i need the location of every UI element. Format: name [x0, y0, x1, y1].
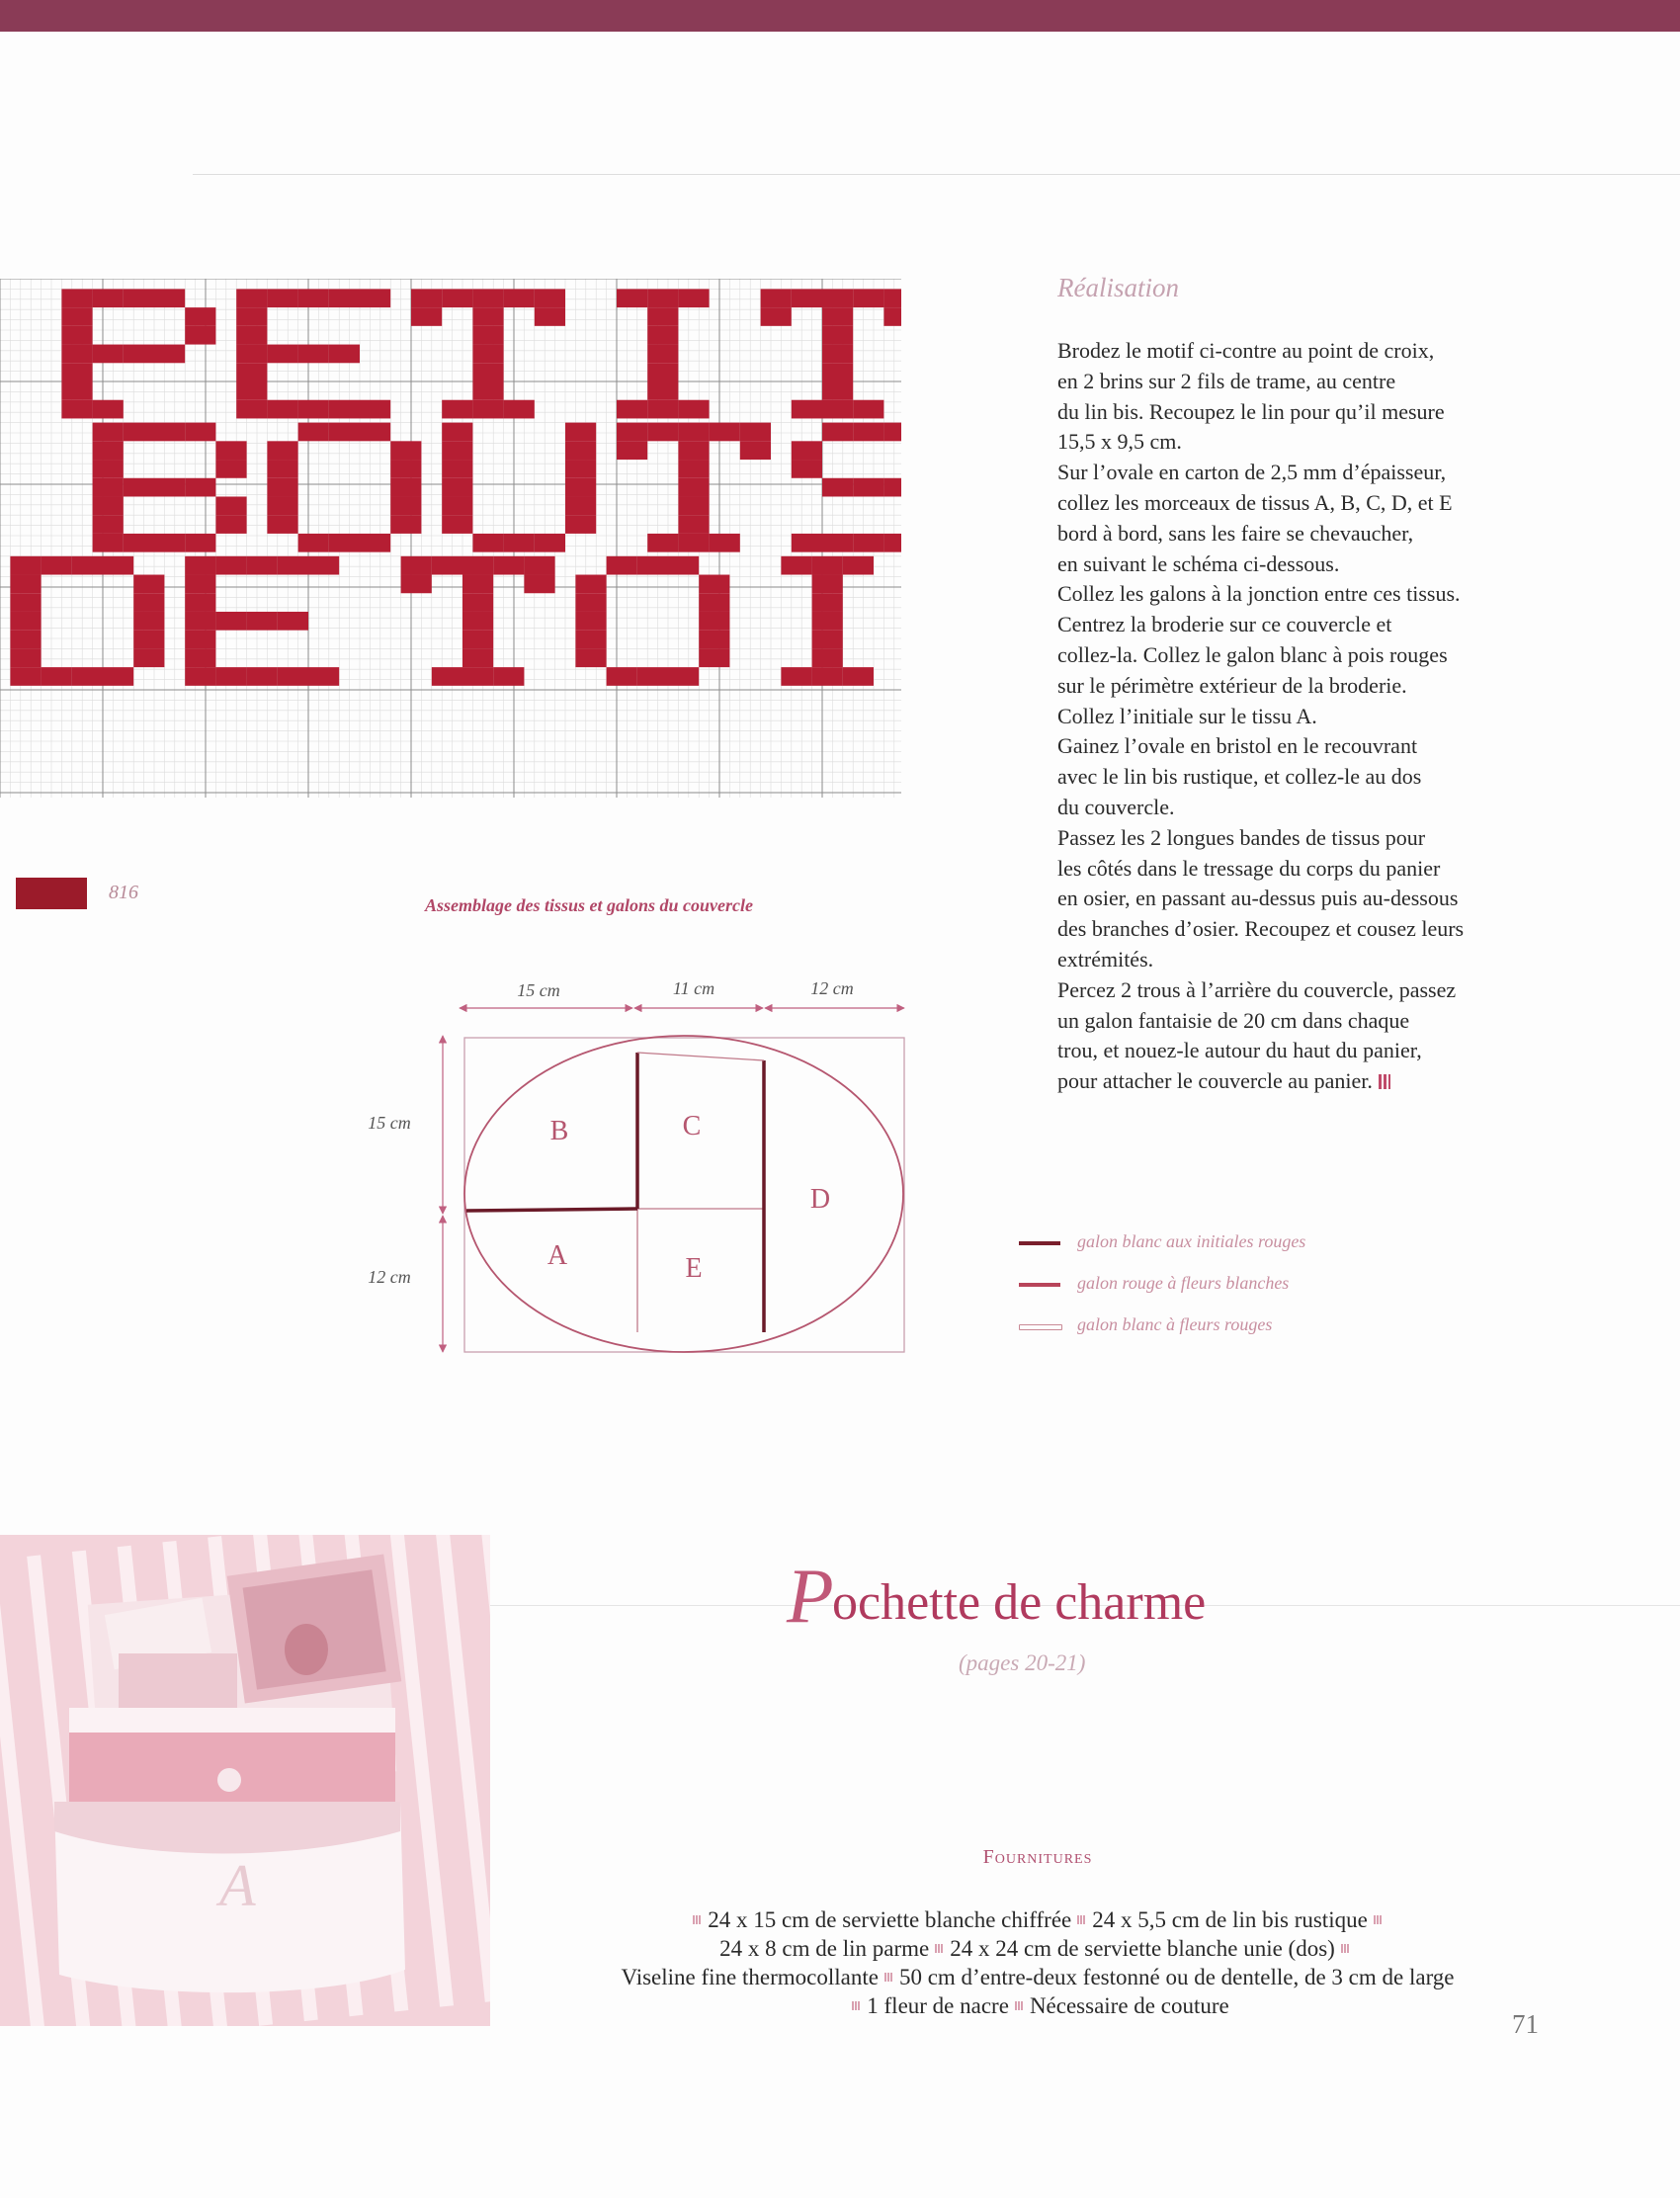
realisation-line: avec le lin bis rustique, et collez-le au dos [1057, 764, 1422, 790]
piece-label-e: E [685, 1253, 703, 1284]
pochette-title-rest: ochette de charme [832, 1574, 1207, 1631]
separator-mark [1077, 1915, 1086, 1924]
pochette-title [785, 1553, 1299, 1639]
cross-stitch-chart [0, 279, 901, 798]
fourniture-item: 24 x 5,5 cm de lin bis rustique [1092, 1907, 1368, 1932]
realisation-line: Centrez la broderie sur ce couvercle et [1057, 612, 1392, 637]
realisation-line: 15,5 x 9,5 cm. [1057, 429, 1182, 455]
lid-assembly-diagram [336, 959, 929, 1364]
fourniture-item: Viseline fine thermocollante [621, 1965, 879, 1989]
realisation-line: Passez les 2 longues bandes de tissus pour [1057, 824, 1426, 850]
realisation-line: pour attacher le couvercle au panier. [1057, 1066, 1611, 1097]
thread-color-code: 816 [109, 882, 138, 903]
realisation-line: collez les morceaux de tissus A, B, C, D, et E [1057, 489, 1453, 515]
pochette-photo [0, 1535, 490, 2026]
top-band [0, 0, 1680, 32]
galon-swatch [1019, 1241, 1060, 1245]
dim-top-2: 11 cm [672, 978, 715, 998]
realisation-line: Gainez l’ovale en bristol en le recouvrant [1057, 733, 1418, 759]
fournitures-list [613, 1905, 1463, 2020]
fourniture-item: 1 fleur de nacre [867, 1993, 1009, 2018]
piece-label-b: B [549, 1116, 569, 1146]
header-rule [193, 174, 1680, 175]
piece-label-c: C [682, 1111, 702, 1141]
galon-label: galon rouge à fleurs blanches [1077, 1273, 1290, 1293]
realisation-line: Collez les galons à la jonction entre ces tissus. [1057, 581, 1461, 607]
realisation-line: Brodez le motif ci-contre au point de croix, [1057, 338, 1435, 363]
realisation-line: trou, et nouez-le autour du haut du panier, [1057, 1038, 1422, 1063]
pochette-title-initial: P [787, 1553, 834, 1639]
pochette-pages-ref: (pages 20-21) [959, 1650, 1086, 1675]
piece-label-d: D [809, 1184, 831, 1215]
realisation-line: en 2 brins sur 2 fils de trame, au centre [1057, 368, 1396, 393]
realisation-line: en suivant le schéma ci-dessous. [1057, 550, 1340, 576]
realisation-line: les côtés dans le tressage du corps du panier [1057, 855, 1441, 881]
dim-side-1: 15 cm [368, 1113, 411, 1133]
galon-swatch [1019, 1283, 1060, 1287]
separator-mark [693, 1915, 702, 1924]
separator-mark [852, 2001, 861, 2010]
piece-label-a: A [546, 1240, 568, 1271]
separator-mark [1341, 1944, 1350, 1953]
galon-swatch [1019, 1324, 1062, 1330]
dim-top-3: 12 cm [810, 978, 854, 998]
realisation-line: en osier, en passant au-dessus puis au-dessous [1057, 886, 1459, 911]
fourniture-item: 24 x 24 cm de serviette blanche unie (dos) [950, 1936, 1335, 1961]
realisation-line: collez-la. Collez le galon blanc à pois rouges [1057, 641, 1448, 667]
fournitures-title: Fournitures [982, 1846, 1093, 1868]
realisation-line: des branches d’osier. Recoupez et cousez leurs [1057, 916, 1465, 942]
realisation-line: bord à bord, sans les faire se chevaucher, [1057, 520, 1414, 546]
galon-label: galon blanc à fleurs rouges [1077, 1314, 1273, 1334]
svg-text:A: A [219, 1853, 256, 1918]
realisation-line: du lin bis. Recoupez le lin pour qu’il mesure [1057, 398, 1445, 424]
fourniture-item: 24 x 15 cm de serviette blanche chiffrée [708, 1907, 1072, 1932]
separator-mark [935, 1944, 944, 1953]
realisation-instructions [1057, 336, 1611, 1097]
realisation-line: Sur l’ovale en carton de 2,5 mm d’épaisseur, [1057, 460, 1447, 485]
divider-horizontal [466, 1209, 637, 1211]
realisation-title: Réalisation [1057, 273, 1179, 302]
thread-color-swatch [16, 878, 87, 909]
realisation-line: Percez 2 trous à l’arrière du couvercle, passez [1057, 976, 1457, 1002]
lid-oval [464, 1036, 903, 1352]
realisation-line: extrémités. [1057, 946, 1154, 972]
separator-mark [884, 1973, 893, 1982]
separator-mark [1015, 2001, 1024, 2010]
page-number: 71 [1512, 2009, 1539, 2039]
fourniture-item: Nécessaire de couture [1029, 1993, 1229, 2018]
realisation-line: Collez l’initiale sur le tissu A. [1057, 703, 1317, 728]
fourniture-item: 24 x 8 cm de lin parme [719, 1936, 930, 1961]
realisation-line: sur le périmètre extérieur de la broderie. [1057, 672, 1407, 698]
end-mark [1379, 1074, 1390, 1089]
lid-outline-rect [464, 1038, 904, 1352]
galon-label: galon blanc aux initiales rouges [1077, 1231, 1306, 1251]
realisation-line: un galon fantaisie de 20 cm dans chaque [1057, 1007, 1410, 1033]
dim-top-1: 15 cm [517, 980, 560, 1000]
separator-mark [1374, 1915, 1383, 1924]
fourniture-item: 50 cm d’entre-deux festonné ou de dentelle, de 3 cm de large [898, 1965, 1455, 1989]
diagram-title: Assemblage des tissus et galons du couvercle [425, 895, 753, 915]
realisation-line: du couvercle. [1057, 794, 1175, 819]
galon-vertical-2-top [637, 1053, 764, 1060]
dim-side-2: 12 cm [368, 1267, 411, 1287]
